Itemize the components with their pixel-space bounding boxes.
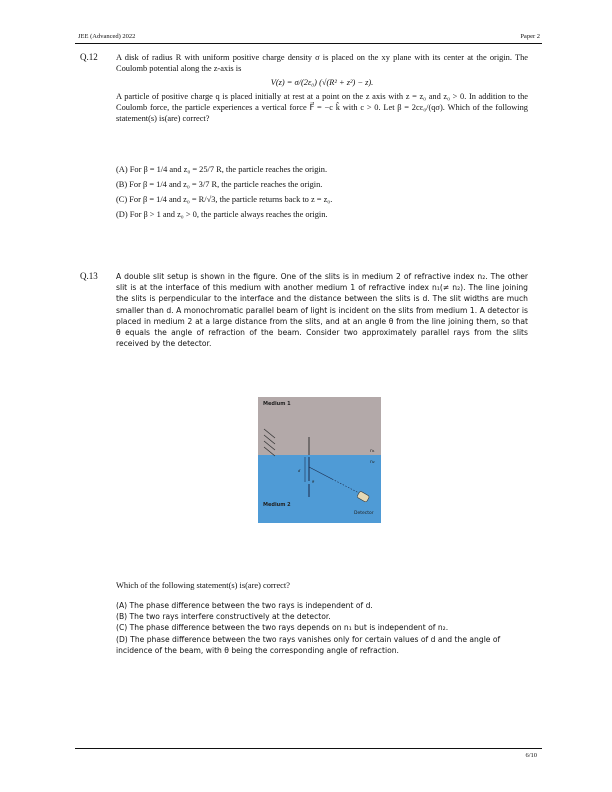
q12-stem xyxy=(116,52,528,124)
medium2-label: Medium 2 xyxy=(263,502,291,508)
page-number: 6/10 xyxy=(525,752,537,759)
q12-line1: A disk of radius R with uniform positive charge density σ is placed on the xy plane with its center at the origin. The Coulomb potential along the z-axis is xyxy=(116,53,528,74)
header-exam: JEE (Advanced) 2022 xyxy=(78,33,136,40)
q13-body: A double slit setup is shown in the figure. One of the slits is in medium 2 of refractive index n₂. The other slit is at the interface of this medium with another medium 1 of refractive index n₁(≠ n₂). The line joining the slits is perpendicular to the interface and the distance between the slits is d. The slit widths are much smaller than d. A monochromatic parallel beam of light is incident on the slits from medium 1. A detector is placed in medium 2 at a large distance from the slits, and at an angle θ from the line joining them, so that θ equals the angle of refraction of the beam. Consider two approximately parallel rays from the slits received by the detector. xyxy=(116,272,528,349)
q13-prompt: Which of the following statement(s) is(are) correct? xyxy=(116,581,290,590)
footer-divider xyxy=(75,748,542,749)
q13-option-d[interactable]: (D) The phase difference between the two rays vanishes only for certain values of d and the angle of incidence of the beam, with θ being the corresponding angle of refraction. xyxy=(116,634,501,655)
q13-option-a[interactable]: (A) The phase difference between the two rays is independent of d. xyxy=(116,601,373,610)
q13-number: Q.13 xyxy=(80,271,98,281)
header-divider xyxy=(75,43,542,44)
q12-option-d[interactable]: (D) For β > 1 and z₀ > 0, the particle always reaches the origin. xyxy=(116,210,328,219)
q12-options xyxy=(116,162,332,222)
detector-label: Detector xyxy=(354,511,374,516)
q12-number: Q.12 xyxy=(80,52,98,62)
q12-option-a[interactable]: (A) For β = 1/4 and z₀ = 25/7 R, the particle reaches the origin. xyxy=(116,165,328,174)
q12-line2: A particle of positive charge q is placed initially at rest at a point on the z axis with z = z₀ and z₀ > 0. In addition to the Coulomb force, the particle experiences a vertical force F⃗ = −c k̂ with c > 0. Let β = 2cε₀/(qσ). Which of the following statement(s) is(are) correct? xyxy=(116,91,528,124)
n2-label: n₂ xyxy=(370,460,375,465)
n1-label: n₁ xyxy=(370,449,375,454)
q12-option-b[interactable]: (B) For β = 1/4 and z₀ = 3/7 R, the particle reaches the origin. xyxy=(116,180,323,189)
double-slit-figure xyxy=(258,397,381,523)
q12-formula: V(z) = σ/(2ε₀) (√(R² + z²) − z). xyxy=(270,78,374,88)
q13-option-b[interactable]: (B) The two rays interfere constructively at the detector. xyxy=(116,612,331,622)
medium1-label: Medium 1 xyxy=(263,401,291,407)
q13-option-c[interactable]: (C) The phase difference between the two rays depends on n₁ but is independent of n₂. xyxy=(116,623,449,633)
q13-options xyxy=(116,600,536,656)
header-paper: Paper 2 xyxy=(520,33,540,40)
theta-label: θ xyxy=(312,479,315,484)
q12-option-c[interactable]: (C) For β = 1/4 and z₀ = R/√3, the particle returns back to z = z₀. xyxy=(116,195,333,204)
d-label: d xyxy=(298,468,301,473)
